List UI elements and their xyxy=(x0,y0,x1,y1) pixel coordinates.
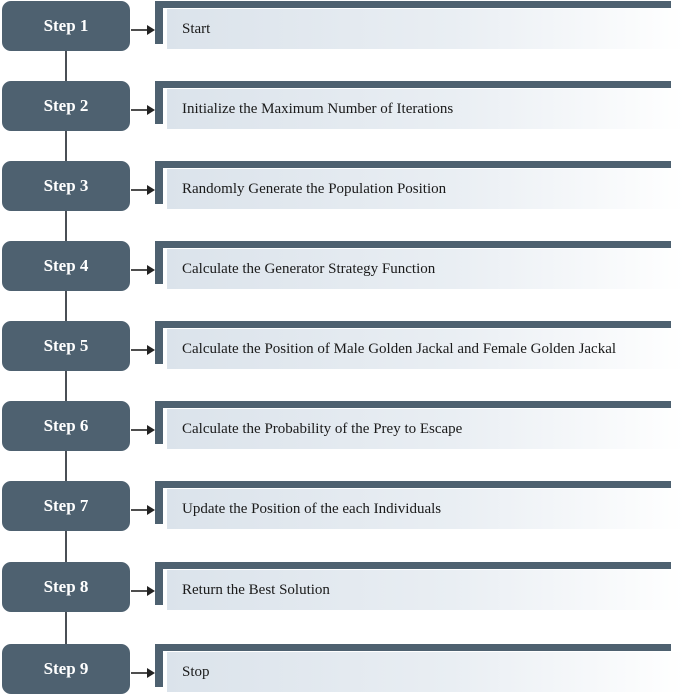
right-arrow-icon xyxy=(131,424,155,436)
step-description: Initialize the Maximum Number of Iterations xyxy=(167,89,685,129)
step-bracket-top xyxy=(155,481,671,488)
step-bracket-top xyxy=(155,644,671,651)
step-bracket-left xyxy=(155,481,163,524)
right-arrow-icon xyxy=(131,264,155,276)
step-row-3 xyxy=(0,160,685,212)
step-row-6 xyxy=(0,400,685,452)
right-arrow-icon xyxy=(131,504,155,516)
step-bracket-left xyxy=(155,81,163,124)
right-arrow-icon xyxy=(131,585,155,597)
right-arrow-icon xyxy=(131,104,155,116)
step-row-4 xyxy=(0,240,685,292)
step-label: Step 5 xyxy=(2,321,130,371)
step-bracket-left xyxy=(155,1,163,44)
step-label: Step 2 xyxy=(2,81,130,131)
step-row-9 xyxy=(0,643,685,695)
step-bracket-top xyxy=(155,321,671,328)
step-bracket-top xyxy=(155,161,671,168)
step-bracket-top xyxy=(155,401,671,408)
step-bracket-top xyxy=(155,1,671,8)
step-bracket-left xyxy=(155,562,163,605)
step-row-1 xyxy=(0,0,685,52)
step-label: Step 8 xyxy=(2,562,130,612)
step-bracket-top xyxy=(155,562,671,569)
step-description: Start xyxy=(167,9,685,49)
step-label: Step 6 xyxy=(2,401,130,451)
step-row-5 xyxy=(0,320,685,372)
step-description: Calculate the Probability of the Prey to Escape xyxy=(167,409,685,449)
step-bracket-top xyxy=(155,81,671,88)
step-bracket-left xyxy=(155,161,163,204)
step-description: Update the Position of the each Individuals xyxy=(167,489,685,529)
step-label: Step 7 xyxy=(2,481,130,531)
step-description: Calculate the Position of Male Golden Jackal and Female Golden Jackal xyxy=(167,329,685,369)
right-arrow-icon xyxy=(131,667,155,679)
step-bracket-left xyxy=(155,321,163,364)
step-label: Step 4 xyxy=(2,241,130,291)
step-description: Randomly Generate the Population Position xyxy=(167,169,685,209)
right-arrow-icon xyxy=(131,184,155,196)
step-row-8 xyxy=(0,561,685,613)
step-description: Return the Best Solution xyxy=(167,570,685,610)
step-row-7 xyxy=(0,480,685,532)
step-label: Step 1 xyxy=(2,1,130,51)
step-bracket-top xyxy=(155,241,671,248)
step-bracket-left xyxy=(155,401,163,444)
right-arrow-icon xyxy=(131,344,155,356)
right-arrow-icon xyxy=(131,24,155,36)
step-row-2 xyxy=(0,80,685,132)
step-description: Stop xyxy=(167,652,685,692)
step-label: Step 3 xyxy=(2,161,130,211)
step-bracket-left xyxy=(155,241,163,284)
step-description: Calculate the Generator Strategy Function xyxy=(167,249,685,289)
step-bracket-left xyxy=(155,644,163,687)
step-label: Step 9 xyxy=(2,644,130,694)
